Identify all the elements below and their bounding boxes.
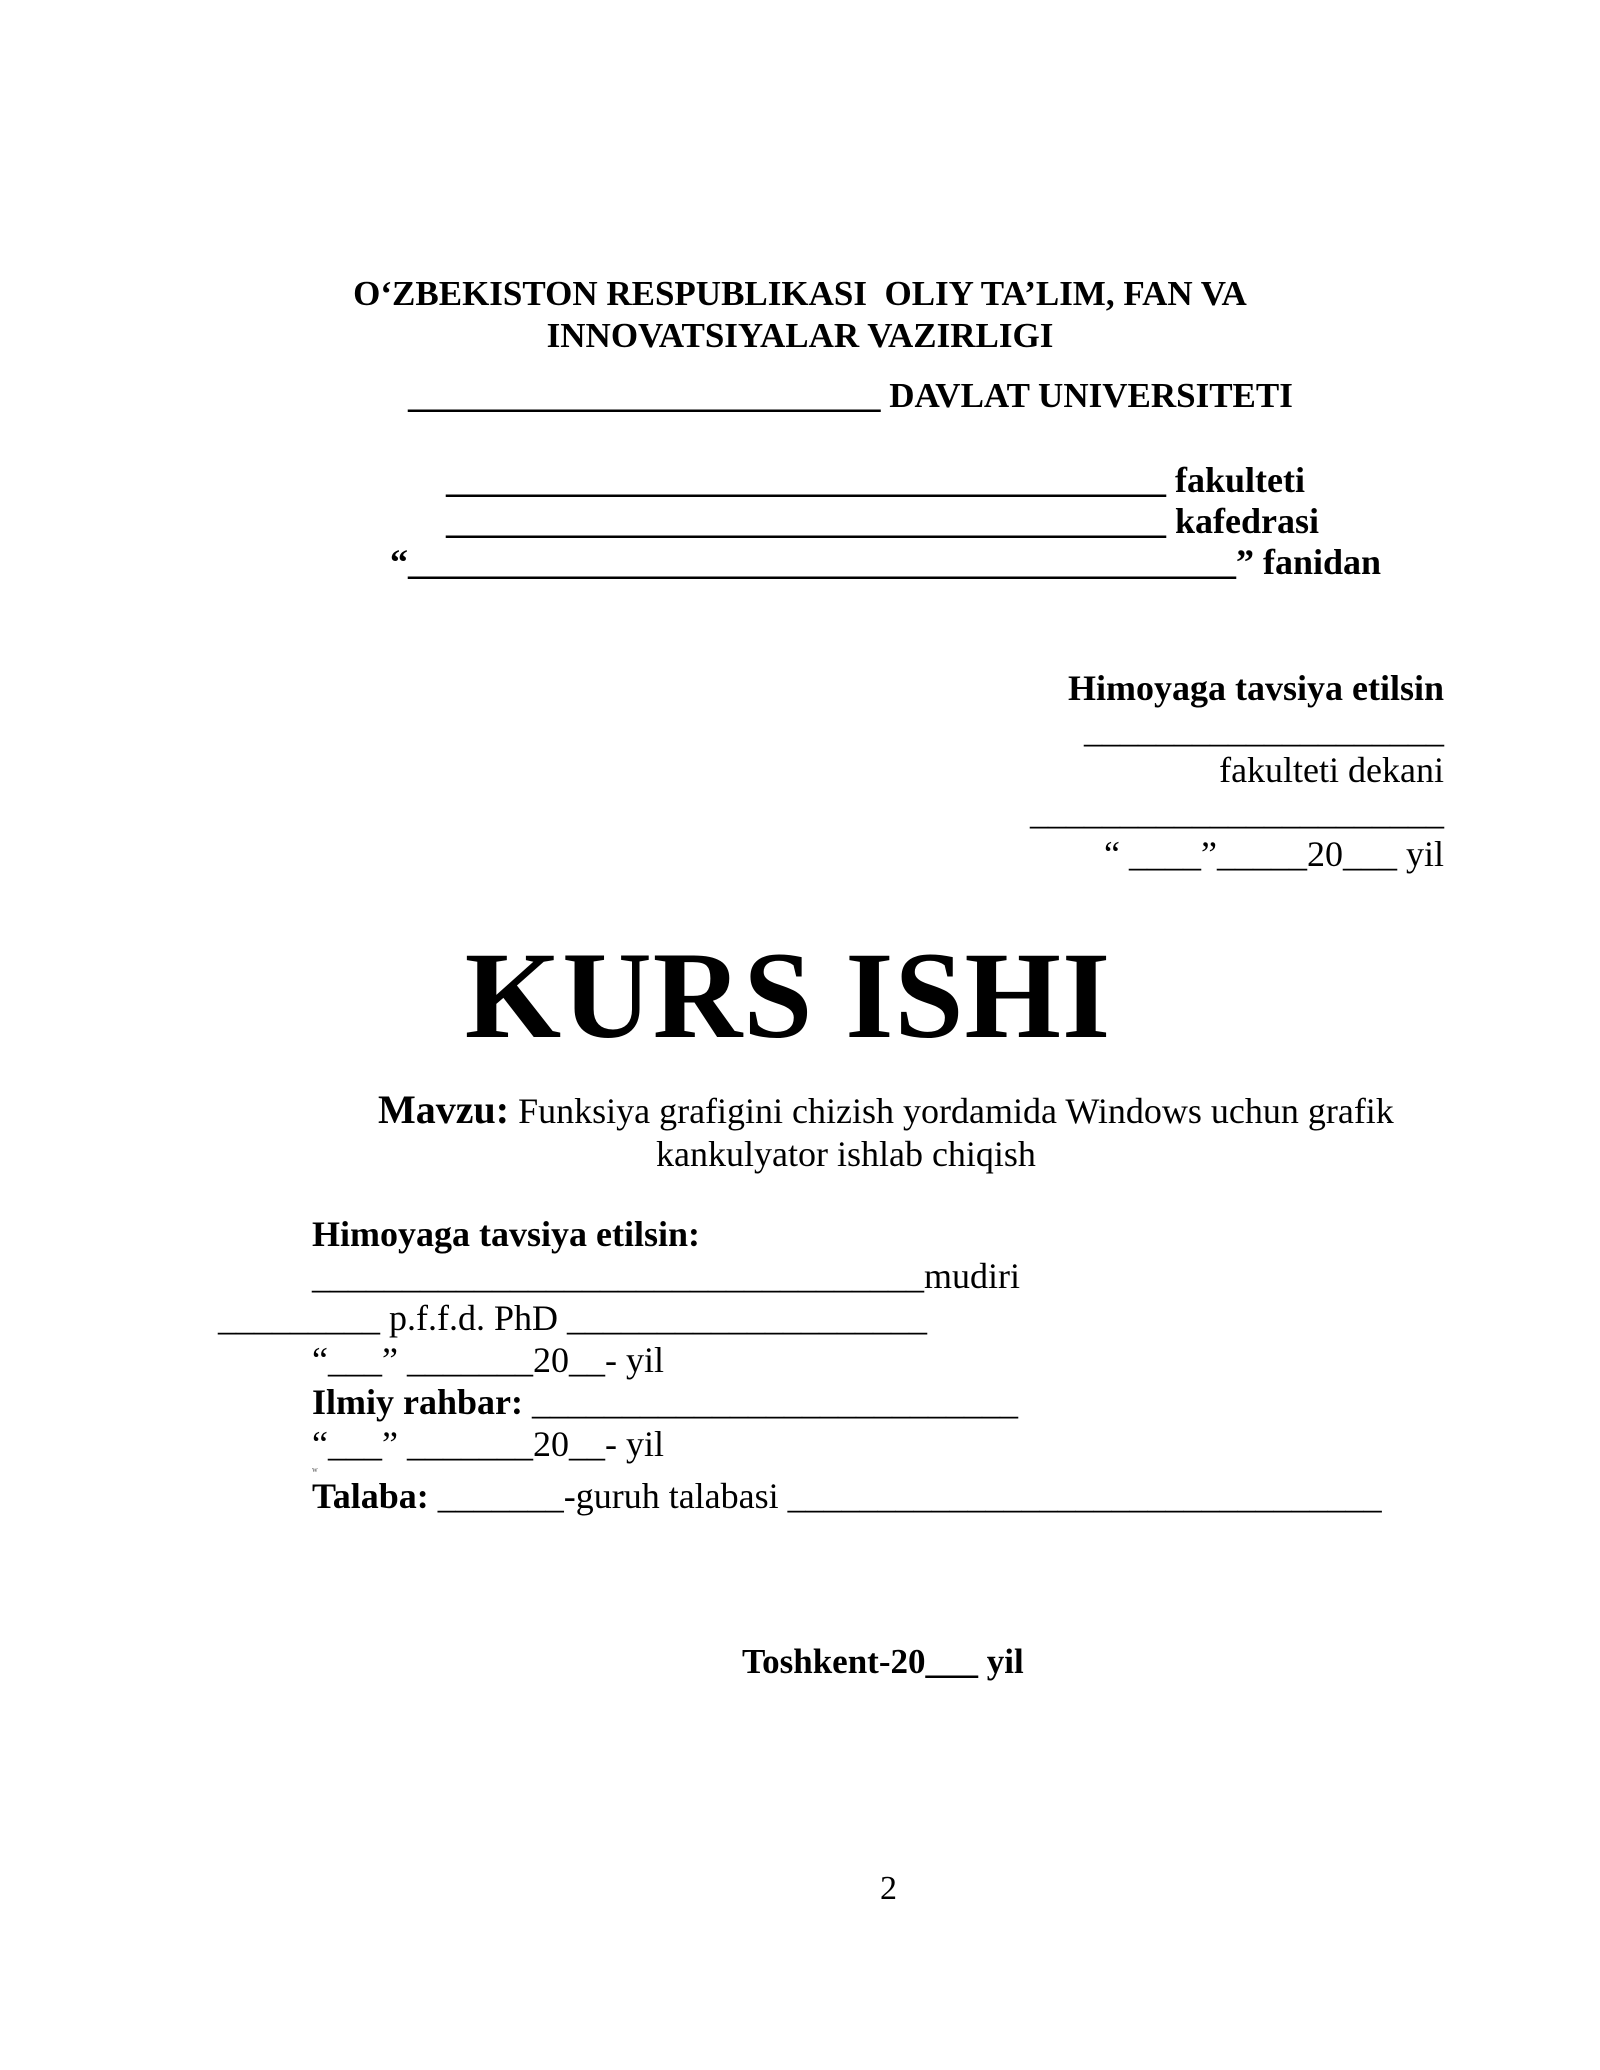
- university-blank: ___________________________: [408, 376, 881, 415]
- university-name: DAVLAT UNIVERSITETI: [889, 376, 1293, 415]
- supervisor-label: Ilmiy rahbar:: [312, 1382, 523, 1422]
- approval-top-blank-2: _______________________: [1030, 792, 1444, 832]
- subject-line: “______________________________________________” fanidan: [390, 542, 1382, 582]
- approval-top-heading: Himoyaga tavsiya etilsin: [1068, 668, 1444, 708]
- university-line: [408, 378, 1293, 413]
- approval-date-2: “___” _______20__- yil: [312, 1424, 664, 1464]
- small-mark: w: [312, 1465, 318, 1474]
- dean-label: fakulteti dekani: [1219, 750, 1444, 790]
- student-blank: _______-guruh talabasi _________________________________: [437, 1476, 1382, 1516]
- page-number: 2: [880, 1870, 897, 1907]
- approval-bottom-heading: Himoyaga tavsiya etilsin:: [312, 1214, 700, 1254]
- city-year: Toshkent-20___ yil: [742, 1642, 1024, 1681]
- supervisor-blank: ___________________________: [532, 1382, 1018, 1422]
- topic-label: Mavzu:: [378, 1087, 510, 1132]
- head-of-department-line: __________________________________mudiri: [312, 1256, 1020, 1296]
- topic-text-1: Funksiya grafigini chizish yordamida Windows uchun grafik: [518, 1091, 1394, 1131]
- department-line: ________________________________________ kafedrasi: [446, 501, 1319, 541]
- degree-line: _________ p.f.f.d. PhD ____________________: [218, 1298, 927, 1338]
- supervisor-line: [312, 1384, 1018, 1420]
- approval-date-1: “___” _______20__- yil: [312, 1340, 664, 1380]
- approval-top-date: “ ____”_____20___ yil: [1104, 834, 1444, 874]
- student-line: [312, 1478, 1382, 1514]
- faculty-line: ________________________________________ fakulteti: [446, 460, 1305, 500]
- approval-top-blank-1: ____________________: [1084, 710, 1444, 750]
- ministry-line-2: INNOVATSIYALAR VAZIRLIGI: [546, 316, 1054, 355]
- student-label: Talaba:: [312, 1476, 429, 1516]
- document-title: KURS ISHI: [464, 927, 1112, 1064]
- ministry-line-1: O‘ZBEKISTON RESPUBLIKASI OLIY TA’LIM, FAN VA: [353, 274, 1247, 313]
- topic-line-1: [378, 1087, 1394, 1132]
- topic-line-2: kankulyator ishlab chiqish: [656, 1134, 1036, 1174]
